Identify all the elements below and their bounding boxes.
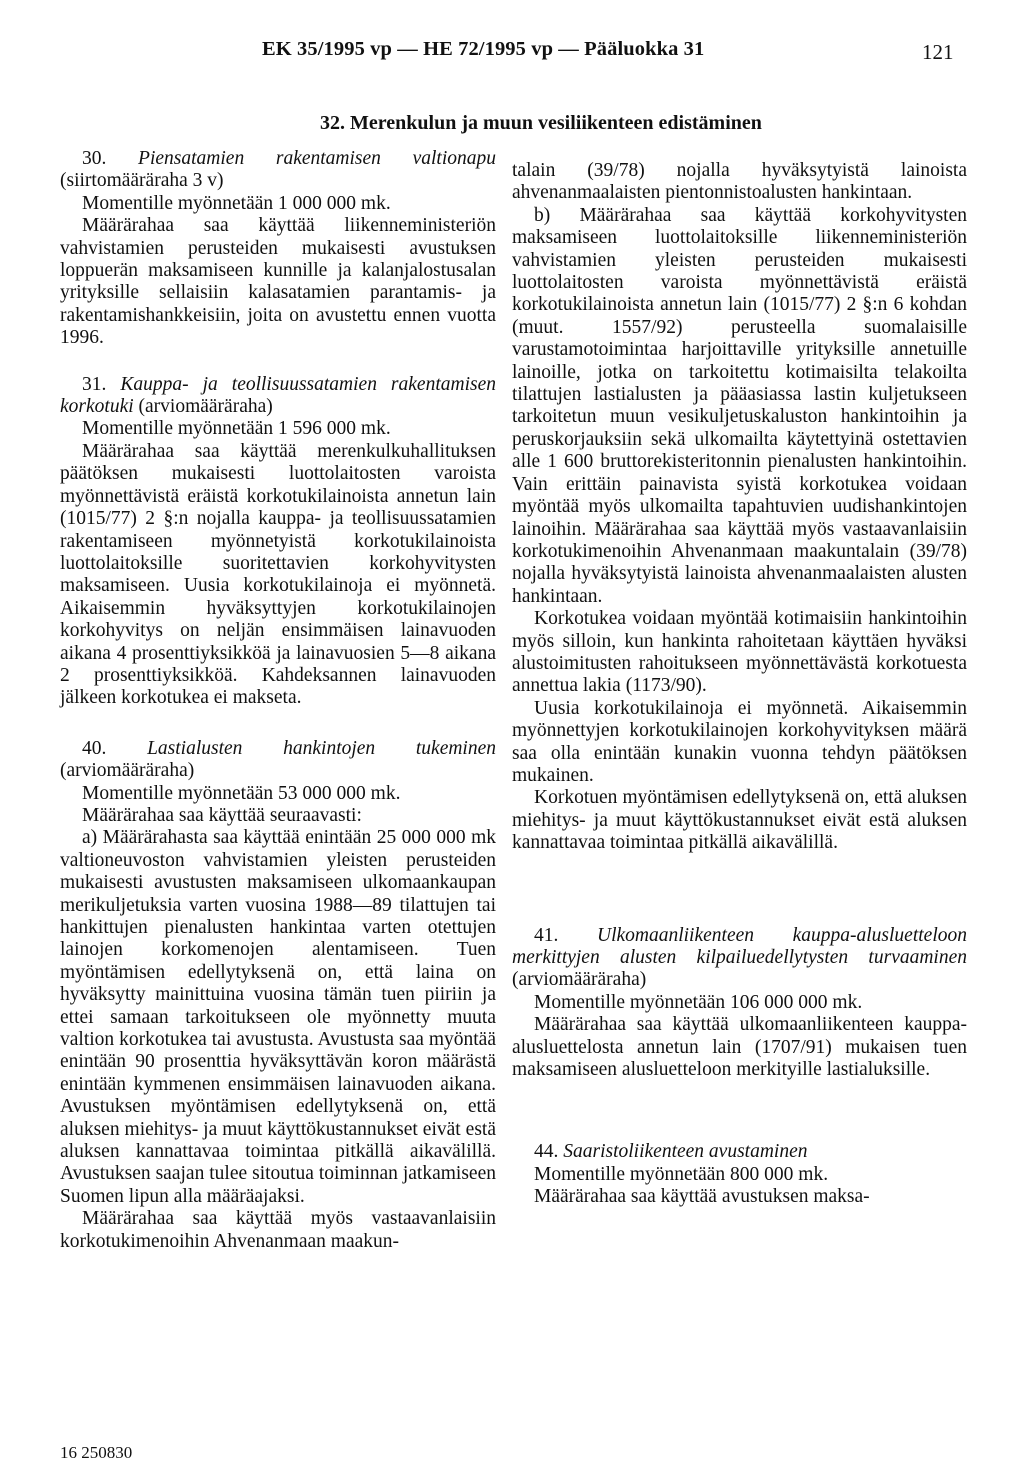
item-41-text: Määrärahaa saa käyttää ulkomaanliikenteen kauppa-alusluettelosta annetun lain (1707/91) mukaisen tuen maksamiseen alusluetteloon merkityille lastialuksille.	[512, 1014, 967, 1081]
item-31-heading	[60, 374, 496, 419]
item-30-title: Piensatamien rakentamisen valtionapu	[138, 148, 496, 169]
item-40-heading	[60, 738, 496, 783]
item-41	[512, 925, 967, 1082]
page-number: 121	[922, 40, 954, 64]
item-44-amount: Momentille myönnetään 800 000 mk.	[534, 1163, 829, 1185]
item-40	[60, 738, 496, 1253]
item-40-intro: Määrärahaa saa käyttää seuraavasti:	[82, 804, 362, 826]
paragraph-edellytys: Korkotuen myöntämisen edellytyksenä on, että aluksen miehitys- ja muut käyttökustannukset eivät estä aluksen kannattavaa toimintaa pitkällä aikavälillä.	[512, 787, 967, 854]
item-41-title: Ulkomaanliikenteen kauppa-alusluetteloon merkittyjen alusten kilpailuedellytysten turvaaminen	[512, 924, 968, 968]
paragraph-korkotukea: Korkotukea voidaan myöntää kotimaisiin hankintoihin myös silloin, kun hankinta rahoitetaan käyttäen hyväksi alustoimitusten rahoitukseen myönnettävästä korkotuesta annettua lakia (1173/90).	[512, 608, 967, 697]
item-31-title: Kauppa- ja teollisuussatamien rakentamisen korkotuki	[60, 373, 496, 418]
item-44	[512, 1141, 967, 1208]
item-41-kind: (arviomääräraha)	[512, 969, 647, 991]
item-41-heading	[512, 925, 967, 992]
item-40-title: Lastialusten hankintojen tukeminen	[147, 737, 497, 759]
item-30	[60, 148, 496, 350]
running-header: EK 35/1995 vp — HE 72/1995 vp — Pääluokka 31	[262, 38, 705, 60]
footer-code: 16 250830	[60, 1443, 133, 1462]
item-31	[60, 374, 496, 710]
item-44-heading	[512, 1141, 967, 1163]
item-31-amount: Momentille myönnetään 1 596 000 mk.	[82, 418, 391, 440]
item-40-a: a) Määrärahasta saa käyttää enintään 25 000 000 mk valtioneuvoston vahvistamien yleisten perusteiden mukaisesti avustusten maksamiseen ulkomaankaupan merikuljetuksia varten vuosina 1988—89 tilattujen tai hankittujen pienalusten hankintaa varten otettujen lainojen korkomenojen alentamiseen. Tuen myöntämisen edellytyksenä on, että laina on hyväksytty mainittuina vuosina tämän tuen piiriin ja ettei samaan tarkoitukseen ole myönnetty muuta valtion korkotukea tai avustusta. Avustusta saa myöntää enintään 90 prosenttia hyväksyttävän koron määrästä enintään kymmenen ensimmäisen lainavuoden aikana. Avustuksen myöntämisen edellytyksenä on, että aluksen miehitys- ja muut käyttökustannukset eivät estä aluksen kannattavaa toimintaa pitkällä aikavälillä. Avustuksen saajan tulee sitoutua toiminnan jatkamiseen Suomen lipun alla määräajaksi.	[60, 827, 496, 1207]
item-44-text: Määrärahaa saa käyttää avustuksen maksa-	[534, 1186, 870, 1208]
right-column	[512, 160, 967, 1209]
paragraph-uusia: Uusia korkotukilainoja ei myönnetä. Aikaisemmin myönnettyjen korkotukilainojen korkohyvityksen määrä saa olla enintään kunakin vuonna tehdyn päätöksen mukainen.	[512, 697, 967, 786]
item-41-number: 41.	[534, 924, 559, 946]
item-44-number: 44.	[534, 1141, 559, 1163]
item-44-title: Saaristoliikenteen avustaminen	[563, 1141, 808, 1163]
item-30-text: Määrärahaa saa käyttää liikenneministeriön vahvistamien perusteiden mukaisesti avustuksen loppuerän maksamiseen kunnille ja kalanjalostusalan yrityksille sellaisiin kalasatamien parantamis- ja rakentamishankkeisiin, joita on avustettu ennen vuotta 1996.	[60, 215, 496, 349]
section-title: 32. Merenkulun ja muun vesiliikenteen edistäminen	[320, 112, 762, 134]
item-40-amount: Momentille myönnetään 53 000 000 mk.	[82, 782, 401, 804]
item-40-text-cont: Määrärahaa saa käyttää myös vastaavanlaisiin korkotukimenoihin Ahvenanmaan maakun-	[60, 1208, 496, 1252]
item-30-amount: Momentille myönnetään 1 000 000 mk.	[82, 192, 391, 214]
item-30-number: 30.	[82, 148, 107, 169]
item-40-b: b) Määrärahaa saa käyttää korkohyvitysten maksamiseen luottolaitoksille liikenneministeriön vahvistamien yleisten perusteiden mukaisesti luottolaitosten varoista myönnettävistä eräistä korkotukilainoista annetun lain (1015/77) 2 §:n 6 kohdan (muut. 1557/92) perusteella suomalaisille varustamotoimintaa harjoittaville yrityksille annetuille lainoille, jotka on tarkoitettu kotimaisilta telakoilta tilattujen lastialusten ja pääasiassa lastin kuljetukseen tarkoitetun muun vesikuljetuskaluston hankintoihin ja peruskorjauksiin sekä ulkomailta käytettyinä ostettavien alle 1 600 bruttorekisteritonnin pienalusten hankintoihin. Vain erittäin painavista syistä korkotukea voidaan myöntää myös ulkomailta tapahtuvien uudishankintojen lainoihin. Määrärahaa saa käyttää myös vastaavanlaisiin korkotukimenoihin Ahvenanmaan maakuntalain (39/78) nojalla hyväksytyistä lainoista ahvenanmaalaisten alusten hankintaan.	[512, 204, 967, 607]
item-31-kind: (arviomääräraha)	[138, 396, 273, 418]
left-column	[60, 148, 496, 1253]
item-40-continuation: talain (39/78) nojalla hyväksytyistä lainoista ahvenanmaalaisten pientonnistoalusten hankintaan.	[512, 160, 967, 204]
item-31-text: Määrärahaa saa käyttää merenkulkuhallituksen päätöksen mukaisesti luottolaitosten varoista myönnettävistä eräistä korkotukilainoista annetun lain (1015/77) 2 §:n nojalla kauppa- ja teollisuussatamien rakentamiseen myönnetyistä korkotukilainoista luottolaitoksille suoritettavien korkohyvitysten maksamiseen. Uusia korkotukilainoja ei myönnetä. Aikaisemmin hyväksyttyjen korkotukilainojen korkohyvitys on neljän ensimmäisen lainavuoden aikana 4 prosenttiyksikköä ja lainavuosien 5—8 aikana 2 prosenttiyksikköä. Kahdeksannen lainavuoden jälkeen korkotukea ei makseta.	[60, 440, 496, 709]
item-41-amount: Momentille myönnetään 106 000 000 mk.	[534, 991, 863, 1013]
item-31-number: 31.	[82, 373, 107, 395]
item-40-kind: (arviomääräraha)	[60, 760, 195, 782]
item-40-number: 40.	[82, 737, 107, 759]
item-30-heading	[60, 148, 496, 193]
item-30-kind: (siirtomääräraha 3 v)	[60, 170, 224, 192]
